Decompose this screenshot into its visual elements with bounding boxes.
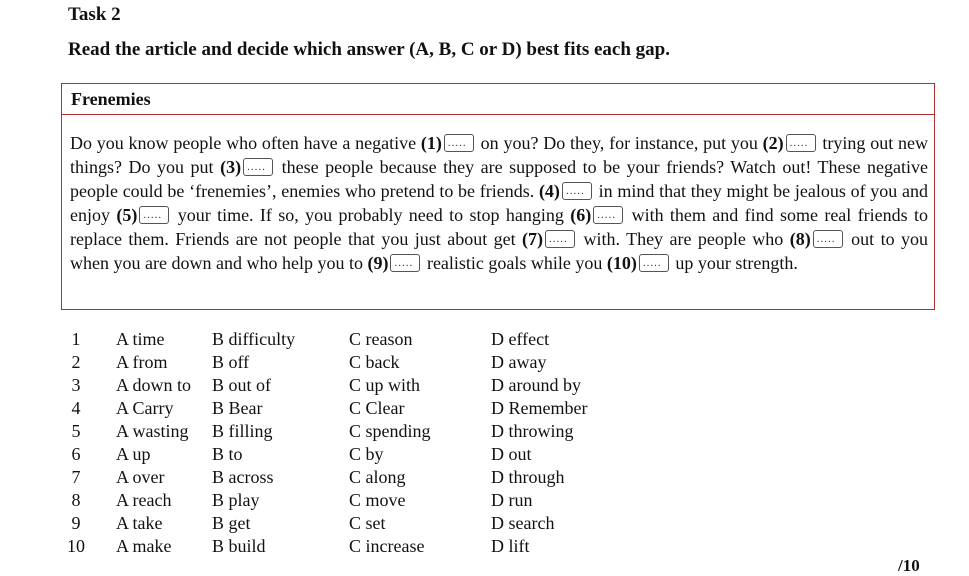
gap-8-box[interactable] (813, 230, 843, 248)
option-a[interactable]: A wasting (116, 421, 189, 441)
gap-6-box[interactable] (593, 206, 623, 224)
gap-label-10: (10) (606, 253, 637, 273)
gap-label-6: (6) (570, 205, 592, 225)
option-a[interactable]: A time (116, 329, 165, 349)
option-d[interactable]: D lift (491, 536, 530, 556)
article-box (61, 83, 935, 310)
gap-4-box[interactable] (562, 182, 592, 200)
option-a[interactable]: A down to (116, 375, 192, 395)
gap-label-8: (8) (789, 229, 811, 249)
gap-label-4: (4) (538, 181, 560, 201)
gap-1-box[interactable] (444, 134, 474, 152)
article-text: on you? Do they, for instance, put you (475, 133, 763, 153)
article-body (70, 131, 928, 275)
option-d[interactable]: D through (491, 467, 565, 487)
option-b[interactable]: B off (212, 352, 250, 372)
option-a[interactable]: A from (116, 352, 168, 372)
option-a[interactable]: A up (116, 444, 151, 464)
task-title: Task 2 (68, 4, 121, 25)
option-c[interactable]: C move (349, 490, 406, 510)
article-text: with. They are people who (577, 229, 790, 249)
gap-9-box[interactable] (390, 254, 420, 272)
option-c[interactable]: C up with (349, 375, 421, 395)
article-text: these people because they are supposed to be your friends? Watch out! These negative people could be ‘frenemies’, enemies who pretend to be friends. (70, 157, 928, 201)
option-d[interactable]: D throwing (491, 421, 574, 441)
option-b[interactable]: B across (212, 467, 274, 487)
option-d[interactable]: D effect (491, 329, 550, 349)
option-number: 8 (71, 490, 81, 510)
option-b[interactable]: B play (212, 490, 260, 510)
article-text: realistic goals while you (422, 253, 607, 273)
option-a[interactable]: A over (116, 467, 165, 487)
gap-label-3: (3) (220, 157, 242, 177)
article-title: Frenemies (62, 84, 934, 115)
option-number: 10 (67, 536, 85, 556)
gap-7-box[interactable] (545, 230, 575, 248)
option-c[interactable]: C increase (349, 536, 425, 556)
option-a[interactable]: A make (116, 536, 172, 556)
gap-label-1: (1) (420, 133, 442, 153)
option-c[interactable]: C back (349, 352, 400, 372)
article-text: up your strength. (670, 253, 798, 273)
gap-label-2: (2) (762, 133, 784, 153)
option-d[interactable]: D around by (491, 375, 581, 395)
option-b[interactable]: B to (212, 444, 243, 464)
option-b[interactable]: B out of (212, 375, 272, 395)
gap-label-9: (9) (367, 253, 389, 273)
option-a[interactable]: A take (116, 513, 163, 533)
option-a[interactable]: A Carry (116, 398, 174, 418)
option-number: 4 (71, 398, 81, 418)
option-b[interactable]: B filling (212, 421, 273, 441)
option-number: 3 (71, 375, 81, 395)
option-c[interactable]: C reason (349, 329, 413, 349)
gap-5-box[interactable] (139, 206, 169, 224)
article-text: out to you when you are down and who help you to (70, 229, 928, 273)
option-number: 6 (71, 444, 81, 464)
option-number: 1 (71, 329, 81, 349)
option-a[interactable]: A reach (116, 490, 172, 510)
option-number: 9 (71, 513, 81, 533)
option-d[interactable]: D search (491, 513, 555, 533)
option-d[interactable]: D run (491, 490, 533, 510)
option-c[interactable]: C spending (349, 421, 431, 441)
option-d[interactable]: D Remember (491, 398, 588, 418)
option-b[interactable]: B get (212, 513, 251, 533)
gap-2-box[interactable] (786, 134, 816, 152)
option-c[interactable]: C Clear (349, 398, 405, 418)
option-b[interactable]: B Bear (212, 398, 263, 418)
gap-10-box[interactable] (639, 254, 669, 272)
gap-label-5: (5) (116, 205, 138, 225)
option-d[interactable]: D away (491, 352, 547, 372)
option-b[interactable]: B build (212, 536, 266, 556)
task-instructions: Read the article and decide which answer (A, B, C or D) best fits each gap. (68, 39, 670, 60)
gap-label-7: (7) (522, 229, 544, 249)
score-total: /10 (898, 556, 920, 575)
option-b[interactable]: B difficulty (212, 329, 296, 349)
option-number: 5 (71, 421, 81, 441)
article-text: Do you know people who often have a negative (70, 133, 421, 153)
option-d[interactable]: D out (491, 444, 532, 464)
option-number: 2 (71, 352, 81, 372)
option-c[interactable]: C by (349, 444, 384, 464)
article-text: with them and find some real friends to replace them. Friends are not people that you just about get (70, 205, 928, 249)
gap-3-box[interactable] (243, 158, 273, 176)
article-text: your time. If so, you probably need to stop hanging (171, 205, 571, 225)
option-c[interactable]: C along (349, 467, 406, 487)
article-text: trying out new things? Do you put (70, 133, 928, 177)
option-number: 7 (71, 467, 81, 487)
option-c[interactable]: C set (349, 513, 386, 533)
article-text: in mind that they might be jealous of you and enjoy (70, 181, 928, 225)
